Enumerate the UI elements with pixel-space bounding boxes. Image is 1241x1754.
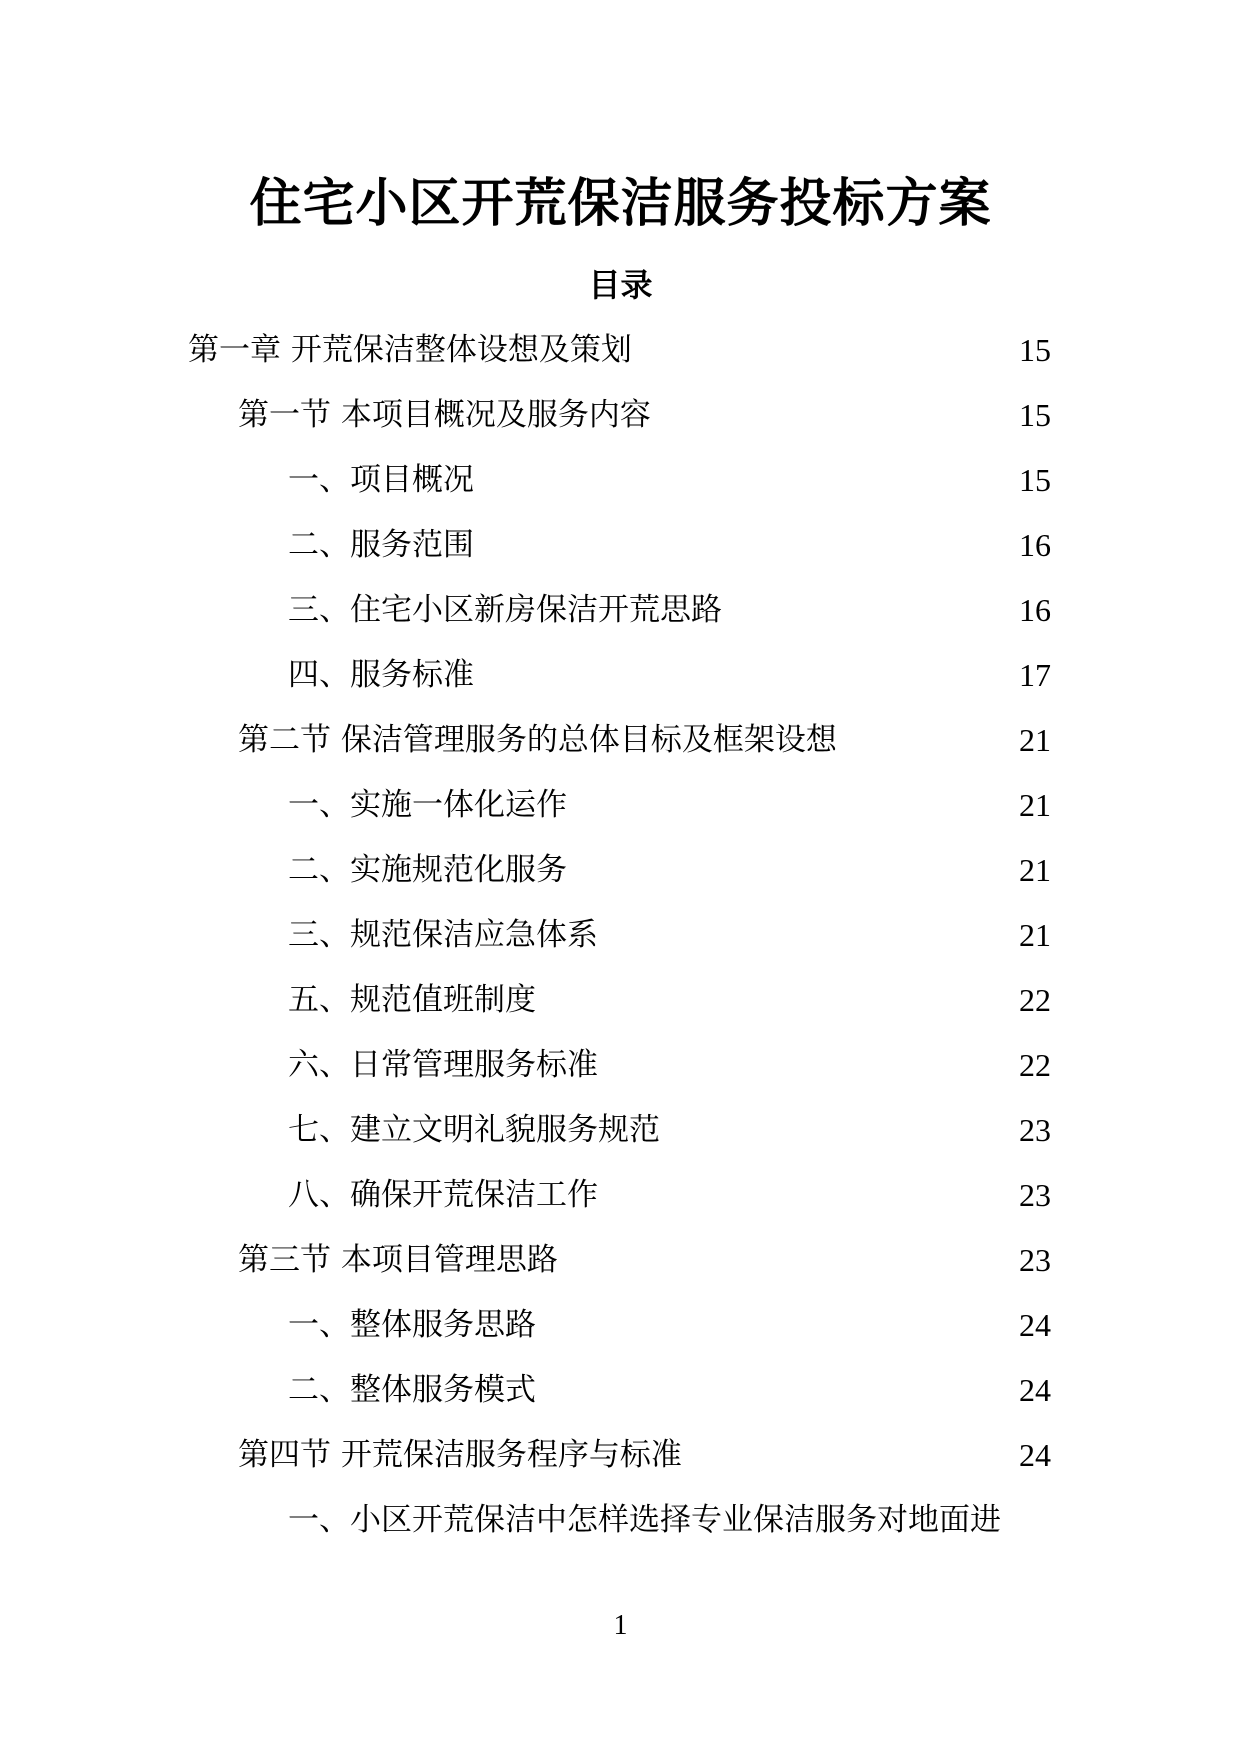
toc-entry-page-number: 21 — [1019, 852, 1051, 888]
toc-entry[interactable] — [0, 1103, 1241, 1168]
toc-entry-page-number: 24 — [1019, 1307, 1051, 1343]
toc-entry-title: 二、实施规范化服务 — [288, 852, 567, 888]
toc-entry-title: 二、服务范围 — [288, 527, 474, 563]
document-title: 住宅小区开荒保洁服务投标方案 — [249, 174, 992, 234]
toc-entry-title: 一、实施一体化运作 — [288, 787, 567, 823]
toc-entry[interactable] — [0, 388, 1241, 453]
toc-entry-title: 七、建立文明礼貌服务规范 — [288, 1112, 660, 1148]
toc-entry-title: 第一节 本项目概况及服务内容 — [238, 397, 651, 433]
toc-entry-page-number: 24 — [1019, 1437, 1051, 1473]
toc-entry[interactable] — [0, 323, 1241, 388]
toc-entry-page-number: 23 — [1019, 1177, 1051, 1213]
toc-entry-title: 第三节 本项目管理思路 — [238, 1242, 558, 1278]
toc-entry[interactable] — [0, 973, 1241, 1038]
toc-entry-page-number: 16 — [1019, 592, 1051, 628]
toc-entry[interactable] — [0, 648, 1241, 713]
toc-entry[interactable] — [0, 908, 1241, 973]
toc-entry-title: 五、规范值班制度 — [288, 982, 536, 1018]
toc-entry[interactable] — [0, 843, 1241, 908]
toc-entry[interactable] — [0, 518, 1241, 583]
toc-entry-title: 六、日常管理服务标准 — [288, 1047, 598, 1083]
toc-entry-title: 第四节 开荒保洁服务程序与标准 — [238, 1437, 682, 1473]
toc-entry-title: 一、整体服务思路 — [288, 1307, 536, 1343]
toc-entry-page-number: 15 — [1019, 462, 1051, 498]
toc-entry[interactable] — [0, 453, 1241, 518]
toc-entry-page-number: 23 — [1019, 1112, 1051, 1148]
toc-entry-page-number: 15 — [1019, 332, 1051, 368]
toc-entry[interactable] — [0, 1038, 1241, 1103]
toc-entry-page-number: 21 — [1019, 917, 1051, 953]
toc-entry-page-number: 21 — [1019, 722, 1051, 758]
toc-entry-title: 第一章 开荒保洁整体设想及策划 — [188, 332, 632, 368]
toc-entry[interactable] — [0, 1493, 1241, 1558]
toc-entry[interactable] — [0, 778, 1241, 843]
toc-entry[interactable] — [0, 1363, 1241, 1428]
toc-entry-page-number: 24 — [1019, 1372, 1051, 1408]
toc-entry-title: 一、项目概况 — [288, 462, 474, 498]
table-of-contents — [0, 323, 1241, 1558]
toc-entry-page-number: 17 — [1019, 657, 1051, 693]
toc-entry-page-number: 15 — [1019, 397, 1051, 433]
page-number: 1 — [613, 1610, 628, 1641]
toc-entry[interactable] — [0, 1298, 1241, 1363]
toc-entry-title: 八、确保开荒保洁工作 — [288, 1177, 598, 1213]
toc-entry-page-number: 21 — [1019, 787, 1051, 823]
toc-entry[interactable] — [0, 1168, 1241, 1233]
toc-entry-title: 三、住宅小区新房保洁开荒思路 — [288, 592, 722, 628]
toc-entry[interactable] — [0, 1428, 1241, 1493]
toc-entry-title: 四、服务标准 — [288, 657, 474, 693]
toc-entry-title: 三、规范保洁应急体系 — [288, 917, 598, 953]
toc-entry[interactable] — [0, 1233, 1241, 1298]
toc-entry-page-number: 16 — [1019, 527, 1051, 563]
toc-entry-page-number: 22 — [1019, 982, 1051, 1018]
toc-entry[interactable] — [0, 583, 1241, 648]
toc-entry-page-number: 23 — [1019, 1242, 1051, 1278]
toc-entry-title: 二、整体服务模式 — [288, 1372, 536, 1408]
toc-entry[interactable] — [0, 713, 1241, 778]
toc-entry-title: 第二节 保洁管理服务的总体目标及框架设想 — [238, 722, 837, 758]
toc-entry-page-number: 22 — [1019, 1047, 1051, 1083]
toc-entry-title: 一、小区开荒保洁中怎样选择专业保洁服务对地面进 — [288, 1502, 1001, 1538]
toc-heading: 目录 — [588, 266, 653, 304]
